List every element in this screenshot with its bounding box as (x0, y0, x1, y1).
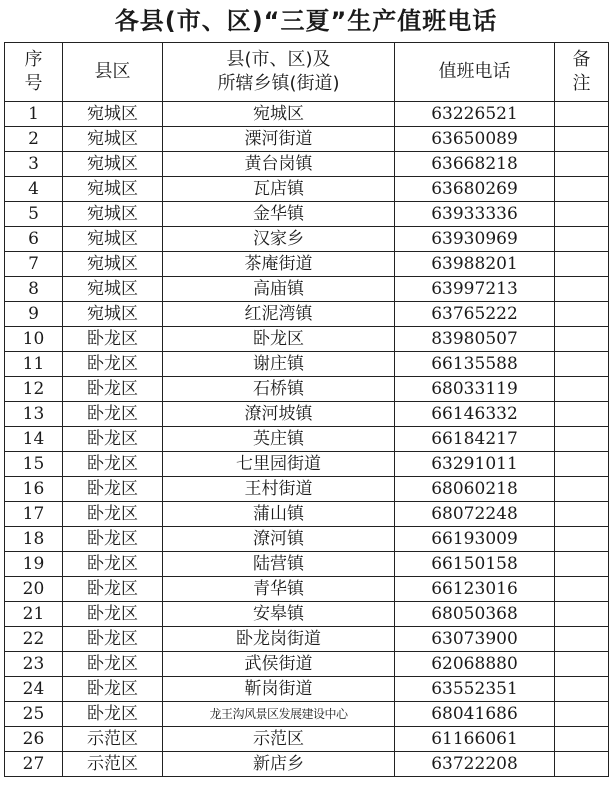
cell-seq: 17 (5, 502, 63, 527)
cell-phone: 66184217 (395, 427, 555, 452)
cell-county: 示范区 (63, 752, 163, 777)
cell-note (555, 277, 609, 302)
header-note-line1: 备 (572, 49, 591, 70)
table-row (5, 452, 609, 477)
cell-phone: 63930969 (395, 227, 555, 252)
cell-phone: 63668218 (395, 152, 555, 177)
cell-phone: 63291011 (395, 452, 555, 477)
cell-town: 黄台岗镇 (163, 152, 395, 177)
cell-seq: 26 (5, 727, 63, 752)
cell-phone: 66193009 (395, 527, 555, 552)
table-row (5, 727, 609, 752)
cell-county: 卧龙区 (63, 477, 163, 502)
cell-note (555, 727, 609, 752)
cell-county: 宛城区 (63, 227, 163, 252)
cell-seq: 7 (5, 252, 63, 277)
cell-note (555, 102, 609, 127)
cell-seq: 23 (5, 652, 63, 677)
cell-seq: 21 (5, 602, 63, 627)
cell-county: 示范区 (63, 727, 163, 752)
cell-seq: 20 (5, 577, 63, 602)
cell-seq: 22 (5, 627, 63, 652)
cell-county: 卧龙区 (63, 527, 163, 552)
header-seq-line1: 序 (24, 49, 43, 70)
cell-phone: 63933336 (395, 202, 555, 227)
table-row (5, 152, 609, 177)
table-row (5, 102, 609, 127)
cell-seq: 1 (5, 102, 63, 127)
cell-county: 宛城区 (63, 202, 163, 227)
header-note (555, 43, 609, 102)
cell-county: 卧龙区 (63, 577, 163, 602)
cell-county: 卧龙区 (63, 677, 163, 702)
cell-town: 潦河坡镇 (163, 402, 395, 427)
cell-county: 宛城区 (63, 302, 163, 327)
cell-county: 宛城区 (63, 277, 163, 302)
cell-seq: 2 (5, 127, 63, 152)
table-row (5, 377, 609, 402)
cell-note (555, 202, 609, 227)
cell-note (555, 502, 609, 527)
cell-town: 陆营镇 (163, 552, 395, 577)
cell-seq: 24 (5, 677, 63, 702)
cell-note (555, 602, 609, 627)
cell-town: 蒲山镇 (163, 502, 395, 527)
table-row (5, 652, 609, 677)
table-row (5, 477, 609, 502)
cell-seq: 4 (5, 177, 63, 202)
cell-town: 红泥湾镇 (163, 302, 395, 327)
cell-phone: 66150158 (395, 552, 555, 577)
cell-town: 潦河镇 (163, 527, 395, 552)
cell-county: 宛城区 (63, 152, 163, 177)
cell-note (555, 577, 609, 602)
cell-seq: 5 (5, 202, 63, 227)
cell-seq: 19 (5, 552, 63, 577)
cell-note (555, 177, 609, 202)
cell-note (555, 252, 609, 277)
table-row (5, 277, 609, 302)
cell-seq: 27 (5, 752, 63, 777)
cell-county: 卧龙区 (63, 652, 163, 677)
table-row (5, 577, 609, 602)
cell-town: 示范区 (163, 727, 395, 752)
cell-note (555, 652, 609, 677)
cell-county: 卧龙区 (63, 602, 163, 627)
cell-phone: 63722208 (395, 752, 555, 777)
cell-phone: 63552351 (395, 677, 555, 702)
cell-note (555, 227, 609, 252)
cell-town: 溧河街道 (163, 127, 395, 152)
cell-seq: 11 (5, 352, 63, 377)
table-row (5, 502, 609, 527)
cell-county: 宛城区 (63, 102, 163, 127)
table-row (5, 402, 609, 427)
cell-note (555, 427, 609, 452)
cell-phone: 61166061 (395, 727, 555, 752)
table-row (5, 302, 609, 327)
cell-town: 宛城区 (163, 102, 395, 127)
header-seq (5, 43, 63, 102)
cell-town: 金华镇 (163, 202, 395, 227)
cell-town: 青华镇 (163, 577, 395, 602)
cell-note (555, 327, 609, 352)
cell-town: 龙王沟风景区发展建设中心 (163, 702, 395, 727)
cell-county: 卧龙区 (63, 352, 163, 377)
cell-town: 石桥镇 (163, 377, 395, 402)
header-seq-line2: 号 (24, 73, 43, 94)
cell-town: 七里园街道 (163, 452, 395, 477)
cell-note (555, 552, 609, 577)
cell-phone: 63988201 (395, 252, 555, 277)
cell-town: 高庙镇 (163, 277, 395, 302)
cell-seq: 8 (5, 277, 63, 302)
table-row (5, 127, 609, 152)
cell-town: 卧龙岗街道 (163, 627, 395, 652)
cell-town: 谢庄镇 (163, 352, 395, 377)
table-row (5, 427, 609, 452)
cell-town: 瓦店镇 (163, 177, 395, 202)
cell-phone: 68041686 (395, 702, 555, 727)
table-row (5, 327, 609, 352)
cell-phone: 68050368 (395, 602, 555, 627)
cell-note (555, 127, 609, 152)
cell-town: 王村街道 (163, 477, 395, 502)
cell-seq: 15 (5, 452, 63, 477)
table-row (5, 202, 609, 227)
cell-county: 卧龙区 (63, 327, 163, 352)
cell-phone: 66135588 (395, 352, 555, 377)
table-row (5, 602, 609, 627)
cell-county: 卧龙区 (63, 702, 163, 727)
cell-note (555, 477, 609, 502)
cell-phone: 63765222 (395, 302, 555, 327)
table-row (5, 677, 609, 702)
table-body (5, 102, 609, 777)
table-row (5, 552, 609, 577)
cell-phone: 63226521 (395, 102, 555, 127)
cell-phone: 63073900 (395, 627, 555, 652)
cell-phone: 66123016 (395, 577, 555, 602)
cell-county: 宛城区 (63, 127, 163, 152)
table-row (5, 227, 609, 252)
cell-seq: 12 (5, 377, 63, 402)
cell-seq: 3 (5, 152, 63, 177)
cell-town: 卧龙区 (163, 327, 395, 352)
cell-town: 茶庵街道 (163, 252, 395, 277)
cell-phone: 63650089 (395, 127, 555, 152)
cell-town: 汉家乡 (163, 227, 395, 252)
cell-county: 卧龙区 (63, 427, 163, 452)
cell-county: 卧龙区 (63, 402, 163, 427)
table-row (5, 252, 609, 277)
cell-town: 安皋镇 (163, 602, 395, 627)
header-note-line2: 注 (572, 73, 591, 94)
cell-county: 卧龙区 (63, 452, 163, 477)
cell-seq: 16 (5, 477, 63, 502)
table-row (5, 627, 609, 652)
cell-seq: 10 (5, 327, 63, 352)
cell-phone: 62068880 (395, 652, 555, 677)
cell-seq: 13 (5, 402, 63, 427)
cell-note (555, 527, 609, 552)
table-row (5, 702, 609, 727)
page-title: 各县(市、区)“三夏”生产值班电话 (114, 7, 498, 35)
cell-phone: 66146332 (395, 402, 555, 427)
cell-county: 宛城区 (63, 177, 163, 202)
cell-seq: 6 (5, 227, 63, 252)
cell-county: 卧龙区 (63, 502, 163, 527)
header-phone: 值班电话 (395, 43, 555, 102)
cell-note (555, 627, 609, 652)
cell-seq: 18 (5, 527, 63, 552)
cell-phone: 68060218 (395, 477, 555, 502)
cell-note (555, 677, 609, 702)
cell-town: 英庄镇 (163, 427, 395, 452)
cell-seq: 25 (5, 702, 63, 727)
table-row (5, 752, 609, 777)
cell-phone: 63680269 (395, 177, 555, 202)
cell-phone: 83980507 (395, 327, 555, 352)
header-town (163, 43, 395, 102)
cell-note (555, 302, 609, 327)
cell-county: 卧龙区 (63, 552, 163, 577)
table-row (5, 352, 609, 377)
cell-town: 新店乡 (163, 752, 395, 777)
cell-seq: 9 (5, 302, 63, 327)
cell-seq: 14 (5, 427, 63, 452)
duty-phone-table (4, 42, 609, 777)
cell-note (555, 352, 609, 377)
header-county: 县区 (63, 43, 163, 102)
cell-phone: 63997213 (395, 277, 555, 302)
header-town-line1: 县(市、区)及 (226, 49, 331, 70)
cell-phone: 68072248 (395, 502, 555, 527)
cell-note (555, 752, 609, 777)
cell-note (555, 377, 609, 402)
table-row (5, 527, 609, 552)
cell-county: 卧龙区 (63, 377, 163, 402)
header-town-line2: 所辖乡镇(街道) (217, 73, 340, 94)
cell-county: 卧龙区 (63, 627, 163, 652)
cell-county: 宛城区 (63, 252, 163, 277)
table-header-row (5, 43, 609, 102)
cell-town: 靳岗街道 (163, 677, 395, 702)
cell-note (555, 702, 609, 727)
cell-note (555, 152, 609, 177)
cell-note (555, 402, 609, 427)
cell-phone: 68033119 (395, 377, 555, 402)
cell-town: 武侯街道 (163, 652, 395, 677)
cell-note (555, 452, 609, 477)
table-row (5, 177, 609, 202)
